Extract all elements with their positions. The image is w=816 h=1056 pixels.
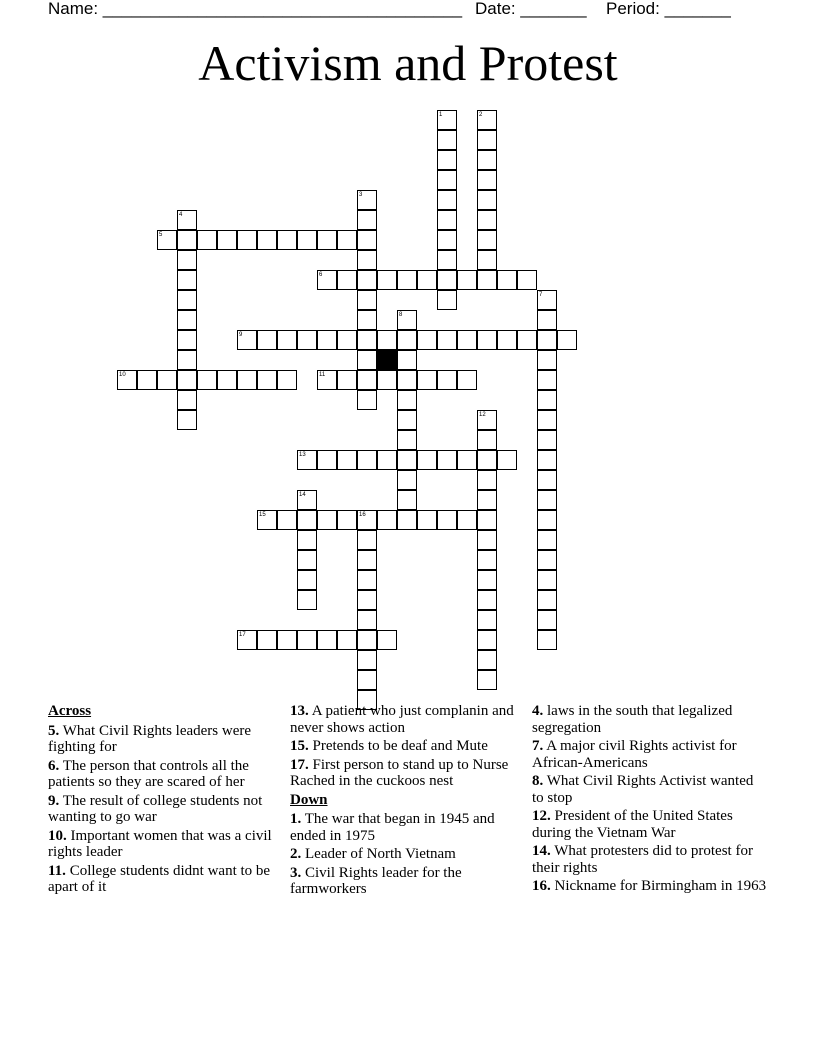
grid-cell[interactable] bbox=[457, 370, 477, 390]
clue-number-5: 5 bbox=[159, 232, 163, 238]
clue-number-14: 14 bbox=[299, 492, 306, 498]
grid-cell[interactable] bbox=[357, 230, 377, 250]
grid-cell[interactable] bbox=[177, 410, 197, 430]
grid-cell[interactable] bbox=[297, 230, 317, 250]
grid-cell[interactable] bbox=[477, 610, 497, 630]
across-heading: Across bbox=[48, 703, 92, 719]
grid-cell[interactable] bbox=[537, 450, 557, 470]
grid-cell[interactable] bbox=[477, 570, 497, 590]
grid-cell[interactable] bbox=[357, 270, 377, 290]
grid-cell[interactable] bbox=[257, 630, 277, 650]
clue-across-15: 15. Pretends to be deaf and Mute bbox=[290, 738, 488, 754]
clue-number-15: 15 bbox=[259, 512, 266, 518]
grid-cell[interactable] bbox=[237, 370, 257, 390]
grid-cell[interactable] bbox=[397, 390, 417, 410]
grid-cell[interactable] bbox=[357, 550, 377, 570]
grid-cell[interactable] bbox=[357, 670, 377, 690]
grid-cell[interactable] bbox=[437, 270, 457, 290]
grid-cell[interactable] bbox=[337, 370, 357, 390]
period-field[interactable]: Period: _______ bbox=[606, 0, 731, 18]
clue-down-8: 8. What Civil Rights Activist wanted to stop bbox=[532, 773, 754, 806]
clue-down-2: 2. Leader of North Vietnam bbox=[290, 846, 456, 862]
grid-cell[interactable] bbox=[317, 450, 337, 470]
page-title: Activism and Protest bbox=[198, 35, 618, 91]
grid-cell[interactable] bbox=[317, 330, 337, 350]
grid-cell[interactable] bbox=[297, 550, 317, 570]
clue-column-2 bbox=[290, 703, 525, 900]
clue-number-17: 17 bbox=[239, 632, 246, 638]
grid-cell[interactable] bbox=[377, 510, 397, 530]
grid-cell[interactable] bbox=[517, 270, 537, 290]
grid-cell[interactable] bbox=[397, 450, 417, 470]
grid-cell[interactable] bbox=[357, 570, 377, 590]
grid-cell[interactable] bbox=[277, 370, 297, 390]
grid-cell[interactable] bbox=[337, 510, 357, 530]
clue-across-6: 6. The person that controls all the patients so they are scared of her bbox=[48, 757, 249, 790]
clue-number-13: 13 bbox=[299, 452, 306, 458]
clue-column-1 bbox=[48, 703, 278, 898]
grid-cell[interactable] bbox=[537, 470, 557, 490]
grid-cell[interactable] bbox=[477, 130, 497, 150]
grid-cell[interactable] bbox=[557, 330, 577, 350]
grid-cell[interactable] bbox=[477, 250, 497, 270]
blocked-cell bbox=[377, 350, 397, 370]
grid-cell[interactable] bbox=[477, 630, 497, 650]
grid-cell[interactable] bbox=[477, 510, 497, 530]
grid-cell[interactable] bbox=[217, 370, 237, 390]
grid-cell[interactable] bbox=[297, 510, 317, 530]
grid-cell[interactable] bbox=[377, 450, 397, 470]
clue-down-7: 7. A major civil Rights activist for African-Americans bbox=[532, 738, 737, 771]
grid-cell[interactable] bbox=[437, 450, 457, 470]
grid-cell[interactable] bbox=[417, 370, 437, 390]
grid-cell[interactable] bbox=[437, 370, 457, 390]
clue-number-2: 2 bbox=[479, 112, 483, 118]
grid-cell[interactable] bbox=[397, 270, 417, 290]
grid-cell[interactable] bbox=[537, 430, 557, 450]
grid-cell[interactable] bbox=[537, 370, 557, 390]
grid-cell[interactable] bbox=[457, 330, 477, 350]
grid-cell[interactable] bbox=[537, 410, 557, 430]
grid-cell[interactable] bbox=[157, 370, 177, 390]
grid-cell[interactable] bbox=[357, 630, 377, 650]
grid-cell[interactable] bbox=[477, 650, 497, 670]
grid-cell[interactable] bbox=[177, 230, 197, 250]
grid-cell[interactable] bbox=[417, 510, 437, 530]
grid-cell[interactable] bbox=[357, 210, 377, 230]
grid-cell[interactable] bbox=[177, 350, 197, 370]
grid-cell[interactable] bbox=[537, 570, 557, 590]
clue-down-4: 4. laws in the south that legalized segregation bbox=[532, 703, 733, 736]
name-field[interactable]: Name: ______________________________________ bbox=[48, 0, 463, 18]
grid-cell[interactable] bbox=[277, 630, 297, 650]
grid-cell[interactable] bbox=[357, 390, 377, 410]
grid-cell[interactable] bbox=[377, 370, 397, 390]
clue-across-5: 5. What Civil Rights leaders were fighting for bbox=[48, 722, 252, 755]
grid-cell[interactable] bbox=[337, 450, 357, 470]
grid-cell[interactable] bbox=[497, 270, 517, 290]
grid-cell[interactable] bbox=[297, 330, 317, 350]
grid-cell[interactable] bbox=[337, 330, 357, 350]
grid-cell[interactable] bbox=[477, 210, 497, 230]
grid-cell[interactable] bbox=[277, 510, 297, 530]
grid-cell[interactable] bbox=[537, 510, 557, 530]
grid-cell[interactable] bbox=[177, 270, 197, 290]
grid-cell[interactable] bbox=[357, 450, 377, 470]
grid-cell[interactable] bbox=[537, 350, 557, 370]
grid-cell[interactable] bbox=[357, 290, 377, 310]
grid-cell[interactable] bbox=[457, 450, 477, 470]
grid-cell[interactable] bbox=[197, 230, 217, 250]
grid-cell[interactable] bbox=[397, 470, 417, 490]
grid-cell[interactable] bbox=[477, 590, 497, 610]
grid-cell[interactable] bbox=[377, 630, 397, 650]
grid-cell[interactable] bbox=[297, 630, 317, 650]
grid-cell[interactable] bbox=[417, 450, 437, 470]
grid-cell[interactable] bbox=[177, 250, 197, 270]
grid-cell[interactable] bbox=[297, 590, 317, 610]
grid-cell[interactable] bbox=[517, 330, 537, 350]
grid-cell[interactable] bbox=[477, 490, 497, 510]
grid-cell[interactable] bbox=[357, 590, 377, 610]
grid-cell[interactable] bbox=[537, 550, 557, 570]
clue-down-1: 1. The war that began in 1945 and ended in 1975 bbox=[290, 811, 495, 844]
clue-number-1: 1 bbox=[439, 112, 443, 118]
clue-number-16: 16 bbox=[359, 512, 366, 518]
grid-cell[interactable] bbox=[417, 330, 437, 350]
grid-cell[interactable] bbox=[297, 570, 317, 590]
grid-cell[interactable] bbox=[457, 270, 477, 290]
grid-cell[interactable] bbox=[497, 450, 517, 470]
grid-cell[interactable] bbox=[477, 170, 497, 190]
grid-cell[interactable] bbox=[477, 530, 497, 550]
clue-down-16: 16. Nickname for Birmingham in 1963 bbox=[532, 878, 767, 894]
grid-cell[interactable] bbox=[477, 430, 497, 450]
grid-cell[interactable] bbox=[437, 190, 457, 210]
date-field[interactable]: Date: _______ bbox=[475, 0, 587, 18]
grid-cell[interactable] bbox=[437, 510, 457, 530]
grid-cell[interactable] bbox=[357, 370, 377, 390]
grid-cell[interactable] bbox=[317, 630, 337, 650]
grid-cell[interactable] bbox=[357, 530, 377, 550]
grid-cell[interactable] bbox=[277, 230, 297, 250]
grid-cell[interactable] bbox=[477, 330, 497, 350]
clue-down-3: 3. Civil Rights leader for the farmworkers bbox=[290, 864, 462, 897]
grid-cell[interactable] bbox=[177, 290, 197, 310]
grid-cell[interactable] bbox=[377, 330, 397, 350]
grid-cell[interactable] bbox=[537, 390, 557, 410]
grid-cell[interactable] bbox=[377, 270, 397, 290]
grid-cell[interactable] bbox=[397, 370, 417, 390]
grid-cell[interactable] bbox=[357, 310, 377, 330]
grid-cell[interactable] bbox=[477, 670, 497, 690]
clue-across-17: 17. First person to stand up to Nurse Rached in the cuckoos nest bbox=[290, 756, 509, 789]
clue-across-13: 13. A patient who just complanin and never shows action bbox=[290, 703, 514, 736]
grid-cell[interactable] bbox=[477, 450, 497, 470]
grid-cell[interactable] bbox=[477, 230, 497, 250]
clue-across-10: 10. Important women that was a civil rights leader bbox=[48, 827, 272, 860]
grid-cell[interactable] bbox=[477, 470, 497, 490]
grid-cell[interactable] bbox=[337, 270, 357, 290]
clue-across-11: 11. College students didnt want to be apart of it bbox=[48, 862, 271, 895]
grid-cell[interactable] bbox=[337, 230, 357, 250]
grid-cell[interactable] bbox=[437, 330, 457, 350]
grid-cell[interactable] bbox=[357, 250, 377, 270]
grid-cell[interactable] bbox=[477, 270, 497, 290]
grid-cell[interactable] bbox=[177, 330, 197, 350]
grid-cell[interactable] bbox=[397, 330, 417, 350]
grid-cell[interactable] bbox=[317, 230, 337, 250]
clue-number-10: 10 bbox=[119, 372, 126, 378]
grid-cell[interactable] bbox=[537, 490, 557, 510]
clue-down-14: 14. What protesters did to protest for their rights bbox=[532, 843, 753, 876]
grid-cell[interactable] bbox=[397, 490, 417, 510]
clue-number-7: 7 bbox=[539, 292, 543, 298]
grid-cell[interactable] bbox=[357, 610, 377, 630]
grid-cell[interactable] bbox=[197, 370, 217, 390]
grid-cell[interactable] bbox=[397, 430, 417, 450]
clue-down-12: 12. President of the United States during the Vietnam War bbox=[532, 808, 733, 841]
grid-cell[interactable] bbox=[277, 330, 297, 350]
clue-number-9: 9 bbox=[239, 332, 243, 338]
grid-cell[interactable] bbox=[257, 230, 277, 250]
grid-cell[interactable] bbox=[237, 230, 257, 250]
grid-cell[interactable] bbox=[437, 210, 457, 230]
clue-column-3 bbox=[532, 703, 768, 897]
grid-cell[interactable] bbox=[357, 330, 377, 350]
grid-cell[interactable] bbox=[457, 510, 477, 530]
grid-cell[interactable] bbox=[537, 310, 557, 330]
grid-cell[interactable] bbox=[437, 150, 457, 170]
grid-cell[interactable] bbox=[417, 270, 437, 290]
grid-cell[interactable] bbox=[397, 510, 417, 530]
grid-cell[interactable] bbox=[357, 350, 377, 370]
grid-cell[interactable] bbox=[477, 550, 497, 570]
grid-cell[interactable] bbox=[257, 330, 277, 350]
grid-cell[interactable] bbox=[537, 610, 557, 630]
grid-cell[interactable] bbox=[217, 230, 237, 250]
grid-cell[interactable] bbox=[297, 530, 317, 550]
grid-cell[interactable] bbox=[477, 190, 497, 210]
grid-cell[interactable] bbox=[437, 130, 457, 150]
grid-cell[interactable] bbox=[437, 290, 457, 310]
grid-cell[interactable] bbox=[437, 170, 457, 190]
grid-cell[interactable] bbox=[137, 370, 157, 390]
grid-cell[interactable] bbox=[257, 370, 277, 390]
grid-cell[interactable] bbox=[397, 350, 417, 370]
grid-cell[interactable] bbox=[397, 410, 417, 430]
clue-across-9: 9. The result of college students not wanting to go war bbox=[48, 792, 263, 825]
grid-cell[interactable] bbox=[357, 650, 377, 670]
clue-number-3: 3 bbox=[359, 192, 363, 198]
clue-number-11: 11 bbox=[319, 372, 326, 378]
grid-cell[interactable] bbox=[177, 390, 197, 410]
clue-number-8: 8 bbox=[399, 312, 403, 318]
clue-number-4: 4 bbox=[179, 212, 183, 218]
grid-cell[interactable] bbox=[537, 630, 557, 650]
grid-cell[interactable] bbox=[497, 330, 517, 350]
grid-cell[interactable] bbox=[537, 590, 557, 610]
grid-cell[interactable] bbox=[337, 630, 357, 650]
clue-number-12: 12 bbox=[479, 412, 486, 418]
grid-cell[interactable] bbox=[437, 230, 457, 250]
grid-cell[interactable] bbox=[437, 250, 457, 270]
grid-cell[interactable] bbox=[317, 510, 337, 530]
grid-cell[interactable] bbox=[177, 370, 197, 390]
grid-cell[interactable] bbox=[537, 530, 557, 550]
clue-number-6: 6 bbox=[319, 272, 323, 278]
grid-cell[interactable] bbox=[477, 150, 497, 170]
grid-cell[interactable] bbox=[537, 330, 557, 350]
down-heading: Down bbox=[290, 791, 328, 808]
grid-cell[interactable] bbox=[177, 310, 197, 330]
